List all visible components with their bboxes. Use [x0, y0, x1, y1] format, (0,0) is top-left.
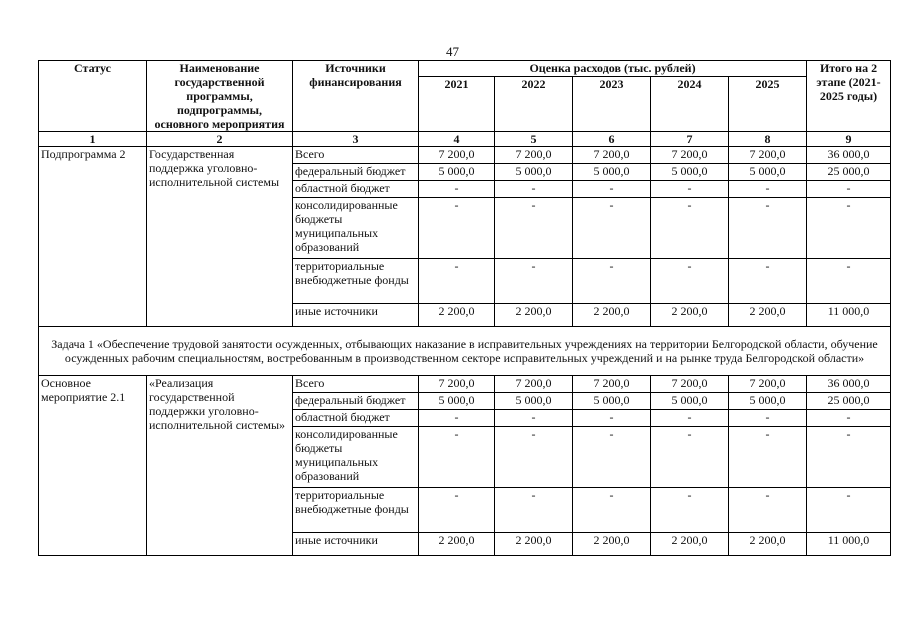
task-description: Задача 1 «Обеспечение трудовой занятости осужденных, отбывающих наказание в исправительных учреждениях на территории Белгородской области, обучение осужденных рабочим специальностям, востребованным в производственном секторе исправительных учреждений и на рынке труда Белгородской области»	[39, 327, 891, 376]
table-row	[39, 376, 891, 393]
total-cell: 36 000,0	[807, 147, 891, 164]
value-cell: -	[573, 427, 651, 488]
page-number: 47	[446, 44, 459, 59]
header-year: 2023	[573, 77, 651, 132]
value-cell: 2 200,0	[573, 304, 651, 327]
value-cell: 2 200,0	[495, 533, 573, 556]
value-cell: -	[651, 488, 729, 533]
value-cell: -	[495, 181, 573, 198]
value-cell: -	[495, 198, 573, 259]
value-cell: -	[419, 488, 495, 533]
total-cell: 11 000,0	[807, 533, 891, 556]
value-cell: 2 200,0	[651, 304, 729, 327]
value-cell: 7 200,0	[573, 147, 651, 164]
header-total: Итого на 2 этапе (2021-2025 годы)	[807, 61, 891, 132]
value-cell: 2 200,0	[573, 533, 651, 556]
column-number: 1	[39, 132, 147, 147]
header-row-1	[39, 61, 891, 77]
header-year: 2024	[651, 77, 729, 132]
value-cell: -	[419, 181, 495, 198]
header-name: Наименование государственной программы, подпрограммы, основного мероприятия	[147, 61, 293, 132]
source-cell: Всего	[293, 376, 419, 393]
value-cell: 7 200,0	[651, 147, 729, 164]
value-cell: 5 000,0	[651, 164, 729, 181]
value-cell: -	[495, 427, 573, 488]
total-cell: -	[807, 198, 891, 259]
value-cell: 5 000,0	[495, 393, 573, 410]
value-cell: 7 200,0	[419, 147, 495, 164]
value-cell: -	[495, 259, 573, 304]
value-cell: 7 200,0	[495, 147, 573, 164]
value-cell: -	[729, 427, 807, 488]
total-cell: -	[807, 488, 891, 533]
value-cell: -	[729, 259, 807, 304]
value-cell: 5 000,0	[573, 164, 651, 181]
value-cell: -	[573, 259, 651, 304]
value-cell: -	[419, 259, 495, 304]
column-number: 5	[495, 132, 573, 147]
column-numbers-row	[39, 132, 891, 147]
total-cell: -	[807, 427, 891, 488]
total-cell: -	[807, 259, 891, 304]
table-row	[39, 147, 891, 164]
source-cell: иные источники	[293, 304, 419, 327]
total-cell: 25 000,0	[807, 393, 891, 410]
total-cell: -	[807, 181, 891, 198]
value-cell: -	[573, 198, 651, 259]
source-cell: областной бюджет	[293, 181, 419, 198]
source-cell: территориальные внебюджетные фонды	[293, 488, 419, 533]
source-cell: федеральный бюджет	[293, 164, 419, 181]
header-year: 2025	[729, 77, 807, 132]
value-cell: 2 200,0	[729, 304, 807, 327]
header-sources: Источники финансирования	[293, 61, 419, 132]
column-number: 2	[147, 132, 293, 147]
source-cell: Всего	[293, 147, 419, 164]
value-cell: 5 000,0	[729, 164, 807, 181]
value-cell: -	[573, 181, 651, 198]
value-cell: -	[419, 410, 495, 427]
source-cell: федеральный бюджет	[293, 393, 419, 410]
value-cell: 2 200,0	[729, 533, 807, 556]
name-cell: Государственная поддержка уголовно-исполнительной системы	[147, 147, 293, 327]
value-cell: -	[729, 410, 807, 427]
value-cell: 7 200,0	[495, 376, 573, 393]
value-cell: -	[729, 488, 807, 533]
value-cell: 5 000,0	[651, 393, 729, 410]
value-cell: -	[729, 181, 807, 198]
column-number: 4	[419, 132, 495, 147]
budget-table	[38, 60, 891, 556]
value-cell: -	[495, 488, 573, 533]
value-cell: -	[573, 488, 651, 533]
source-cell: консолидированные бюджеты муниципальных образований	[293, 198, 419, 259]
value-cell: -	[651, 198, 729, 259]
value-cell: 2 200,0	[419, 533, 495, 556]
value-cell: 2 200,0	[495, 304, 573, 327]
total-cell: 25 000,0	[807, 164, 891, 181]
value-cell: 2 200,0	[419, 304, 495, 327]
column-number: 3	[293, 132, 419, 147]
value-cell: 5 000,0	[419, 164, 495, 181]
value-cell: 5 000,0	[573, 393, 651, 410]
column-number: 7	[651, 132, 729, 147]
source-cell: иные источники	[293, 533, 419, 556]
status-cell: Подпрограмма 2	[39, 147, 147, 327]
value-cell: 2 200,0	[651, 533, 729, 556]
header-year: 2022	[495, 77, 573, 132]
source-cell: консолидированные бюджеты муниципальных образований	[293, 427, 419, 488]
value-cell: 5 000,0	[495, 164, 573, 181]
total-cell: -	[807, 410, 891, 427]
value-cell: 5 000,0	[729, 393, 807, 410]
value-cell: -	[729, 198, 807, 259]
value-cell: 5 000,0	[419, 393, 495, 410]
column-number: 6	[573, 132, 651, 147]
header-year: 2021	[419, 77, 495, 132]
column-number: 8	[729, 132, 807, 147]
source-cell: территориальные внебюджетные фонды	[293, 259, 419, 304]
source-cell: областной бюджет	[293, 410, 419, 427]
name-cell: «Реализация государственной поддержки уголовно-исполнительной системы»	[147, 376, 293, 556]
value-cell: -	[573, 410, 651, 427]
column-number: 9	[807, 132, 891, 147]
value-cell: -	[651, 410, 729, 427]
value-cell: -	[651, 181, 729, 198]
value-cell: 7 200,0	[729, 376, 807, 393]
header-status: Статус	[39, 61, 147, 132]
value-cell: -	[419, 198, 495, 259]
total-cell: 36 000,0	[807, 376, 891, 393]
value-cell: 7 200,0	[729, 147, 807, 164]
value-cell: -	[495, 410, 573, 427]
header-estimate: Оценка расходов (тыс. рублей)	[419, 61, 807, 77]
status-cell: Основное мероприятие 2.1	[39, 376, 147, 556]
value-cell: 7 200,0	[573, 376, 651, 393]
value-cell: -	[651, 427, 729, 488]
task-row	[39, 327, 891, 376]
total-cell: 11 000,0	[807, 304, 891, 327]
value-cell: 7 200,0	[419, 376, 495, 393]
value-cell: 7 200,0	[651, 376, 729, 393]
value-cell: -	[651, 259, 729, 304]
value-cell: -	[419, 427, 495, 488]
